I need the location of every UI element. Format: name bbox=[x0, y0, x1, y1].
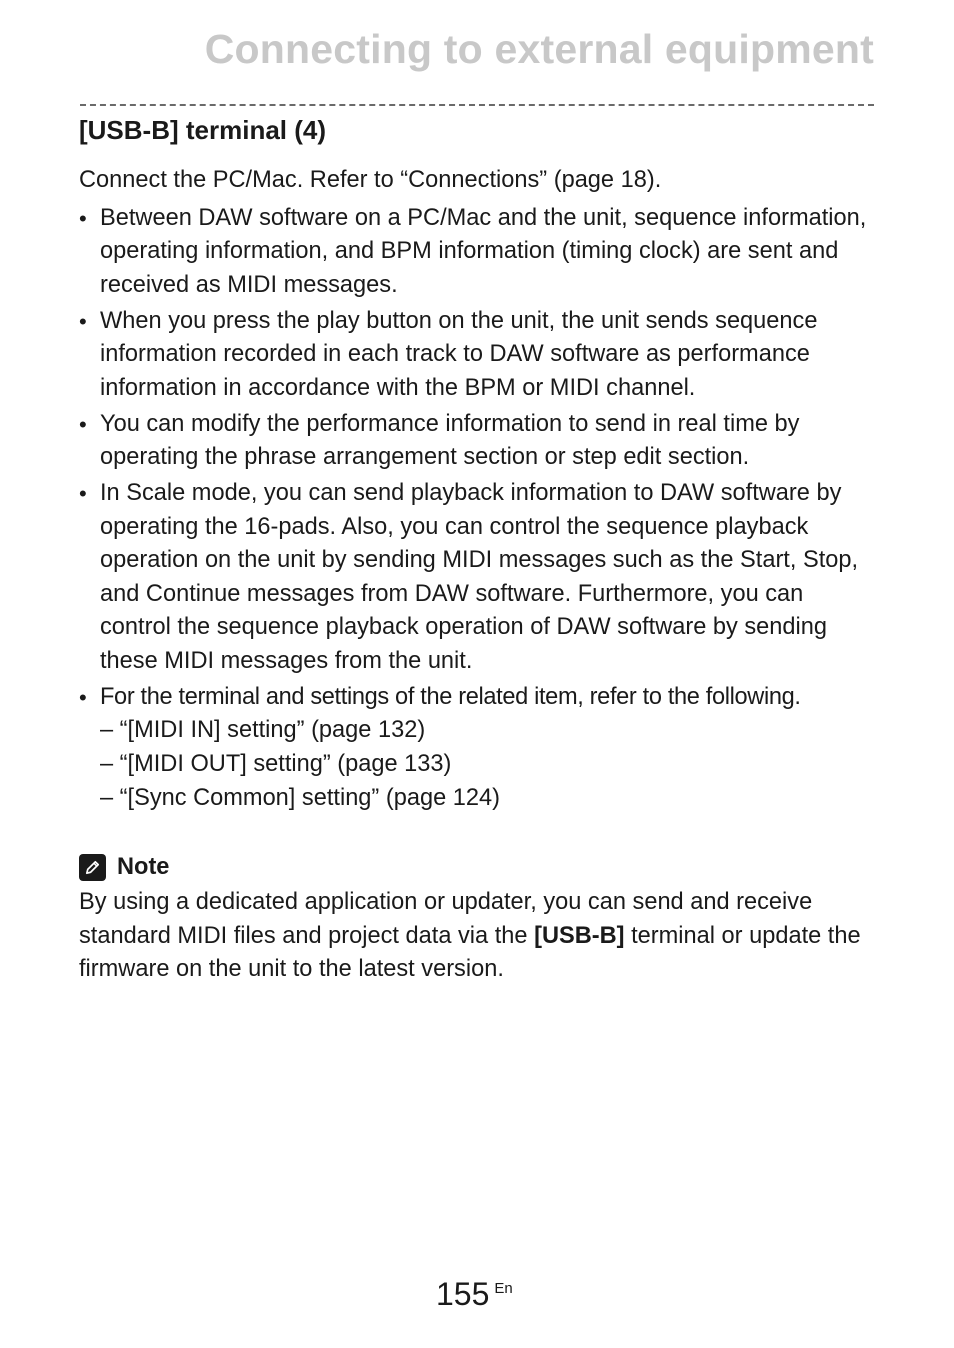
usb-b-label: [USB-B] bbox=[534, 922, 625, 949]
list-item-text: For the terminal and settings of the related item, refer to the following. bbox=[100, 683, 801, 710]
reference-link[interactable]: – “[Sync Common] setting” (page 124) bbox=[100, 784, 500, 811]
bullet-icon: • bbox=[79, 481, 87, 506]
list-item-text: In Scale mode, you can send playback information to DAW software by operating the 16-pads. Also, you can control the sequence playback operation on the unit by sending MIDI messages such as the Start, Stop, and Continue messages from DAW software. Furthermore, you can control the sequence playback operation of DAW software by sending these MIDI messages from the unit. bbox=[100, 480, 859, 674]
note-text-part: terminal or update the firmware on the unit to the latest version. bbox=[79, 922, 861, 982]
language-label: En bbox=[494, 1280, 513, 1297]
list-item bbox=[79, 305, 879, 406]
bullet-icon: • bbox=[79, 411, 87, 437]
reference-link[interactable]: – “[MIDI OUT] setting” (page 133) bbox=[100, 751, 452, 778]
list-item-text: Between DAW software on a PC/Mac and the unit, sequence information, operating information, and BPM information (timing clock) are sent and received as MIDI messages. bbox=[100, 204, 867, 298]
chapter-title: Connecting to external equipment bbox=[204, 26, 874, 72]
list-item bbox=[79, 408, 879, 475]
pencil-icon bbox=[79, 854, 106, 881]
note-text-part: By using a dedicated application or updater, you can send and receive standard MIDI files and project data via the bbox=[79, 889, 813, 949]
list-item-text: You can modify the performance information to send in real time by operating the phrase arrangement section or step edit section. bbox=[100, 410, 800, 470]
section-heading: [USB-B] terminal (4) bbox=[79, 115, 327, 145]
list-item bbox=[79, 202, 879, 303]
note-box bbox=[79, 851, 879, 986]
bullet-icon: • bbox=[79, 205, 87, 231]
dashed-divider bbox=[80, 104, 874, 106]
bullet-icon: • bbox=[79, 308, 87, 334]
page-number-value: 155 bbox=[436, 1276, 490, 1312]
note-title: Note bbox=[117, 854, 170, 880]
page-number bbox=[436, 1276, 513, 1313]
bullet-icon: • bbox=[79, 684, 87, 710]
intro-paragraph: Connect the PC/Mac. Refer to “Connections” (page 18). bbox=[79, 167, 662, 193]
list-item bbox=[79, 681, 879, 715]
section-body bbox=[79, 164, 879, 815]
reference-list bbox=[79, 714, 879, 815]
note-text bbox=[79, 886, 879, 986]
reference-link[interactable]: – “[MIDI IN] setting” (page 132) bbox=[100, 717, 426, 744]
list-item bbox=[79, 477, 879, 678]
list-item-text: When you press the play button on the unit, the unit sends sequence information recorded in each track to DAW software as performance information in accordance with the BPM or MIDI channel. bbox=[100, 307, 818, 401]
note-heading bbox=[79, 851, 879, 884]
